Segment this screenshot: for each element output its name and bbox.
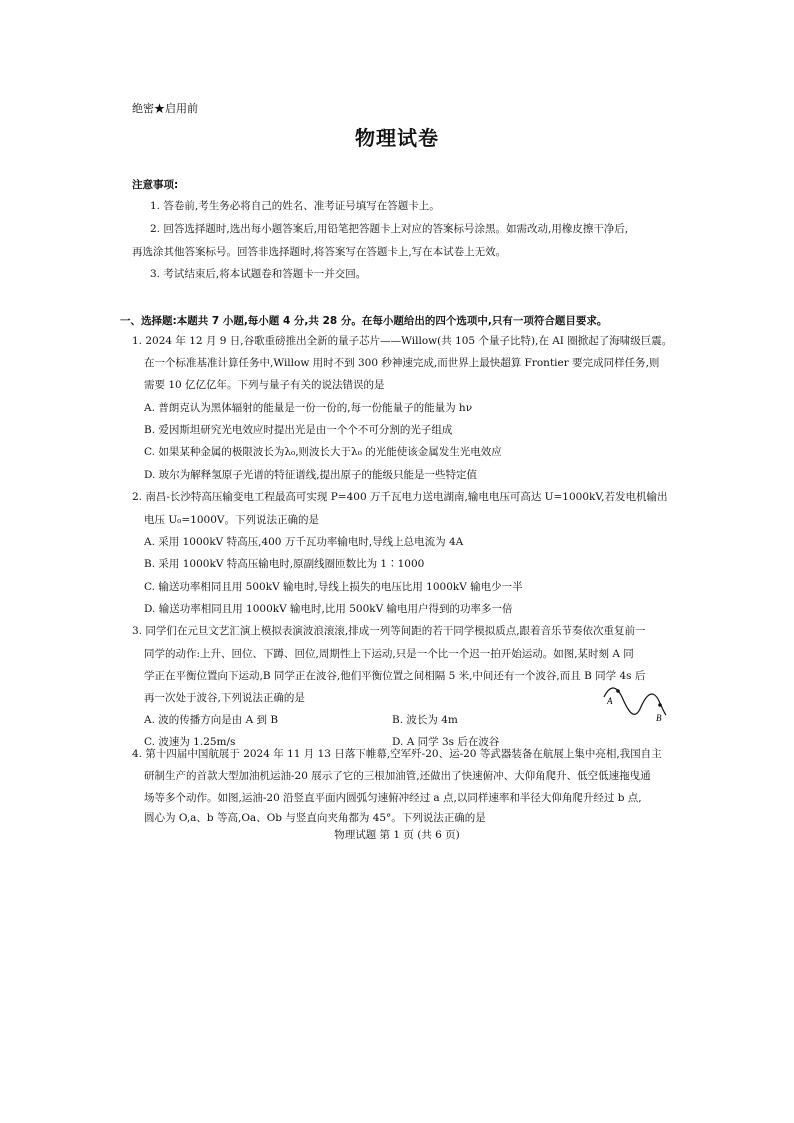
q2-option-a: A. 采用 1000kV 特高压,400 万千瓦功率输电时,导线上总电流为 4A (144, 536, 464, 548)
confidential-label: 绝密★启用前 (132, 102, 198, 115)
q2-stem-line-1: 2. 南昌-长沙特高压输变电工程最高可实现 P=400 万千瓦电力送电湖南,输电电压可高达 U=1000kV,若发电机输出 (132, 491, 668, 503)
q3-option-c: C. 波速为 1.25m/s (144, 736, 236, 748)
wave-figure (600, 683, 670, 725)
notice-heading: 注意事项: (132, 179, 179, 191)
q3-stem-line-4: 再一次处于波谷,下列说法正确的是 (144, 692, 305, 704)
q2-option-d: D. 输送功率相同且用 1000kV 输电时,比用 500kV 输电用户得到的功率多一倍 (144, 603, 513, 615)
q3-stem-line-3: 学正在平衡位置向下运动,B 同学正在波谷,他们平衡位置之间相隔 5 米,中间还有一个波谷,而且 B 同学 4s 后 (144, 670, 646, 682)
notice-line-3: 再选涂其他答案标号。回答非选择题时,将答案写在答题卡上,写在本试卷上无效。 (132, 246, 507, 258)
page-footer: 物理试题 第 1 页 (共 6 页) (334, 829, 460, 841)
page-title: 物理试卷 (355, 126, 439, 150)
q3-option-d: D. A 同学 3s 后在波谷 (392, 736, 500, 748)
q3-stem-line-1: 3. 同学们在元旦文艺汇演上模拟表演波浪滚滚,排成一列等间距的若干同学模拟质点,跟着音乐节奏依次重复前一 (132, 625, 646, 637)
point-b-label: B (656, 713, 662, 723)
notice-line-2: 2. 回答选择题时,选出每小题答案后,用铅笔把答题卡上对应的答案标号涂黑。如需改动,用橡皮擦干净后, (150, 223, 629, 235)
q2-stem-line-2: 电压 U₀=1000V。下列说法正确的是 (144, 514, 319, 526)
section-heading: 一、选择题:本题共 7 小题,每小题 4 分,共 28 分。在每小题给出的四个选项中,只有一项符合题目要求。 (120, 315, 608, 327)
q4-stem-line-1: 4. 第十四届中国航展于 2024 年 11 月 13 日落下帷幕,空军歼-20、运-20 等武器装备在航展上集中亮相,我国自主 (132, 748, 662, 760)
q1-option-b: B. 爱因斯坦研究光电效应时提出光是由一个个不可分割的光子组成 (144, 424, 453, 436)
notice-line-4: 3. 考试结束后,将本试题卷和答题卡一并交回。 (150, 268, 367, 280)
q1-stem-line-3: 需要 10 亿亿亿年。下列与量子有关的说法错误的是 (144, 379, 385, 391)
q1-option-a: A. 普朗克认为黑体辐射的能量是一份一份的,每一份能量子的能量为 hν (144, 402, 473, 414)
q1-option-c: C. 如果某种金属的极限波长为λ₀,则波长大于λ₀ 的光能使该金属发生光电效应 (144, 446, 502, 458)
point-a-dot (616, 689, 620, 693)
q4-stem-line-2: 研制生产的首款大型加油机运油-20 展示了它的三根加油管,还做出了快速俯冲、大仰角爬升、低空低速拖曳通 (144, 770, 651, 782)
q2-option-b: B. 采用 1000kV 特高压输电时,原副线圈匝数比为 1∶1000 (144, 558, 425, 570)
q1-stem-line-2: 在一个标准基准计算任务中,Willow 用时不到 300 秒神速完成,而世界上最快超算 Frontier 要完成同样任务,则 (144, 357, 660, 369)
q3-stem-line-2: 同学的动作:上升、回位、下蹲、回位,周期性上下运动,只是一个比一个迟一拍开始运动。如图,某时刻 A 同 (144, 648, 634, 660)
q2-option-c: C. 输送功率相同且用 500kV 输电时,导线上损失的电压比用 1000kV 输电少一半 (144, 581, 523, 593)
point-b-dot (658, 703, 662, 707)
wave-curve (604, 688, 666, 715)
q1-stem-line-1: 1. 2024 年 12 月 9 日,谷歌重磅推出全新的量子芯片——Willow(共 105 个量子比特),在 AI 圈掀起了海啸级巨震。 (132, 335, 673, 347)
q3-option-a: A. 波的传播方向是由 A 到 B (144, 714, 279, 726)
point-a-label: A (607, 696, 613, 706)
q4-stem-line-3: 场等多个动作。如图,运油-20 沿竖直平面内圆弧匀速俯冲经过 a 点,以同样速率和半径大仰角爬升经过 b 点, (144, 792, 642, 804)
q1-option-d: D. 玻尔为解释氢原子光谱的特征谱线,提出原子的能级只能是一些特定值 (144, 469, 478, 481)
q3-option-b: B. 波长为 4m (392, 714, 458, 726)
notice-line-1: 1. 答卷前,考生务必将自己的姓名、准考证号填写在答题卡上。 (150, 200, 440, 212)
q4-stem-line-4: 圆心为 O,a、b 等高,Oa、Ob 与竖直向夹角都为 45°。下列说法正确的是 (144, 812, 486, 824)
